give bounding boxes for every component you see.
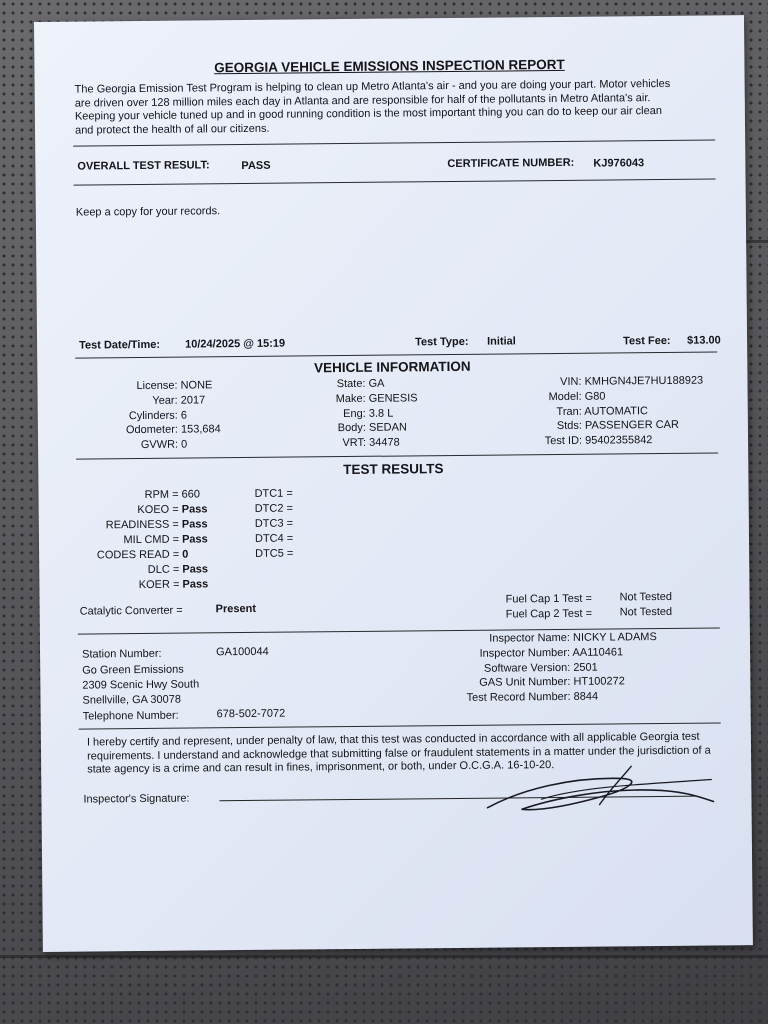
vrt-value: 34478 — [369, 436, 400, 449]
year-value: 2017 — [180, 394, 206, 407]
odometer-label: Odometer: — [125, 424, 178, 437]
report-title: GEORGIA VEHICLE EMISSIONS INSPECTION REPORT — [214, 56, 565, 76]
overall-result-label: OVERALL TEST RESULT: — [77, 159, 210, 173]
dlc-label: DLC = — [147, 563, 180, 576]
divider — [73, 139, 715, 146]
model-label: Model: — [548, 390, 582, 403]
test-fee-value: $13.00 — [687, 334, 721, 347]
seat-seam — [0, 955, 768, 958]
dtc1-label: DTC1 = — [254, 487, 293, 500]
catalytic-label: Catalytic Converter = — [79, 604, 183, 618]
license-label: License: — [136, 379, 178, 393]
koer-value: Pass — [182, 578, 209, 591]
station-address-line2: Snellville, GA 30078 — [82, 693, 182, 707]
make-value: GENESIS — [368, 392, 418, 405]
divider — [79, 722, 721, 729]
readiness-value: Pass — [181, 518, 208, 531]
vehicle-col-1 — [77, 378, 221, 453]
cylinders-label: Cylinders: — [128, 409, 178, 422]
rpm-value: 660 — [181, 488, 201, 501]
gas-unit-label: GAS Unit Number: — [479, 676, 571, 690]
inspector-name-value: NICKY L ADAMS — [572, 631, 657, 644]
telephone-value: 678-502-7072 — [216, 707, 286, 721]
vehicle-col-2 — [287, 376, 418, 451]
keep-copy-note: Keep a copy for your records. — [75, 205, 221, 219]
make-label: Make: — [335, 392, 366, 405]
software-version-value: 2501 — [573, 661, 598, 674]
dtc2-label: DTC2 = — [254, 502, 293, 515]
vehicle-col-3 — [503, 374, 703, 450]
station-number-label: Station Number: — [82, 647, 162, 661]
vin-value: KMHGN4JE7HU188923 — [584, 374, 704, 388]
test-fee-label: Test Fee: — [623, 334, 671, 348]
standards-label: Stds: — [556, 420, 582, 433]
telephone-label: Telephone Number: — [82, 709, 179, 723]
divider — [74, 178, 716, 185]
test-results-list — [78, 487, 208, 593]
gvwr-value: 0 — [181, 438, 188, 451]
codes-read-value: 0 — [182, 548, 189, 561]
test-record-label: Test Record Number: — [466, 691, 571, 705]
station-name: Go Green Emissions — [82, 663, 184, 677]
catalytic-value: Present — [215, 602, 257, 616]
signature-label: Inspector's Signature: — [83, 792, 190, 806]
dtc3-label: DTC3 = — [254, 517, 294, 530]
vehicle-info-heading: VEHICLE INFORMATION — [314, 358, 471, 376]
state-label: State: — [336, 377, 366, 391]
fuel-cap2-label: Fuel Cap 2 Test = — [505, 607, 593, 621]
license-value: NONE — [180, 379, 213, 392]
rpm-label: RPM = — [144, 488, 179, 501]
test-id-label: Test ID: — [544, 434, 583, 448]
intro-paragraph: The Georgia Emission Test Program is helping to clean up Metro Atlanta's air - and you are doing your part. Motor vehicles are driven over 128 million miles each day in Atlanta and are responsible for half of the pollutants in Metro Atlanta's air. Keeping your vehicle tuned up and in good running condition is the most important thing you can do to keep our air clean and protect the health of all our citizens. — [74, 77, 671, 137]
station-number-value: GA100044 — [216, 645, 269, 659]
dtc5-label: DTC5 = — [255, 547, 294, 560]
transmission-value: AUTOMATIC — [584, 404, 649, 418]
overall-result-value: PASS — [241, 159, 271, 173]
test-date-label: Test Date/Time: — [79, 338, 161, 352]
koeo-label: KOEO = — [137, 503, 179, 517]
gas-unit-value: HT100272 — [573, 675, 625, 689]
test-date-value: 10/24/2025 @ 15:19 — [185, 337, 286, 351]
dtc4-label: DTC4 = — [254, 532, 294, 545]
station-address-line1: 2309 Scenic Hwy South — [82, 678, 200, 692]
mil-cmd-label: MIL CMD = — [123, 533, 180, 547]
inspector-number-value: AA110461 — [572, 646, 624, 659]
test-type-value: Initial — [487, 335, 516, 348]
engine-label: Eng: — [343, 407, 366, 420]
test-record-value: 8844 — [573, 690, 599, 704]
inspector-info — [440, 630, 658, 706]
test-results-heading: TEST RESULTS — [343, 461, 444, 478]
standards-value: PASSENGER CAR — [584, 419, 679, 433]
mil-cmd-value: Pass — [181, 533, 208, 546]
transmission-label: Tran: — [556, 405, 582, 418]
engine-value: 3.8 L — [368, 407, 394, 420]
emissions-report-paper — [34, 15, 753, 952]
body-label: Body: — [337, 422, 366, 435]
koeo-value: Pass — [181, 503, 208, 516]
certificate-value: KJ976043 — [593, 157, 645, 170]
model-value: G80 — [584, 390, 606, 403]
test-type-label: Test Type: — [415, 335, 469, 349]
inspector-number-label: Inspector Number: — [479, 646, 571, 660]
cylinders-value: 6 — [180, 409, 188, 422]
fuel-cap2-value: Not Tested — [619, 605, 673, 619]
dtc-list — [254, 487, 293, 562]
vin-label: VIN: — [560, 375, 582, 388]
year-label: Year: — [152, 394, 178, 407]
odometer-value: 153,684 — [180, 423, 221, 436]
vrt-label: VRT: — [342, 437, 367, 450]
fuel-cap1-value: Not Tested — [619, 590, 672, 604]
state-value: GA — [368, 377, 385, 390]
certificate-label: CERTIFICATE NUMBER: — [447, 156, 575, 171]
readiness-label: READINESS = — [105, 518, 179, 532]
gvwr-label: GVWR: — [140, 438, 179, 452]
certification-text: I hereby certify and represent, under penalty of law, that this test was conducted in accordance with all applicable Georgia test requirements. I understand and acknowledge that submitting false or fraudulent statements in a matter under the jurisdiction of a state agency is a crime and can result in fines, imprisonment, or both, under O.C.G.A. 16-10-20. — [86, 730, 711, 776]
codes-read-label: CODES READ = — [96, 548, 180, 562]
body-value: SEDAN — [368, 421, 407, 435]
handwritten-signature — [481, 757, 722, 819]
dlc-value: Pass — [182, 563, 209, 576]
koer-label: KOER = — [138, 578, 180, 592]
software-version-label: Software Version: — [483, 661, 571, 675]
fuel-cap1-label: Fuel Cap 1 Test = — [505, 592, 592, 606]
test-id-value: 95402355842 — [585, 434, 653, 447]
inspector-name-label: Inspector Name: — [489, 631, 570, 645]
